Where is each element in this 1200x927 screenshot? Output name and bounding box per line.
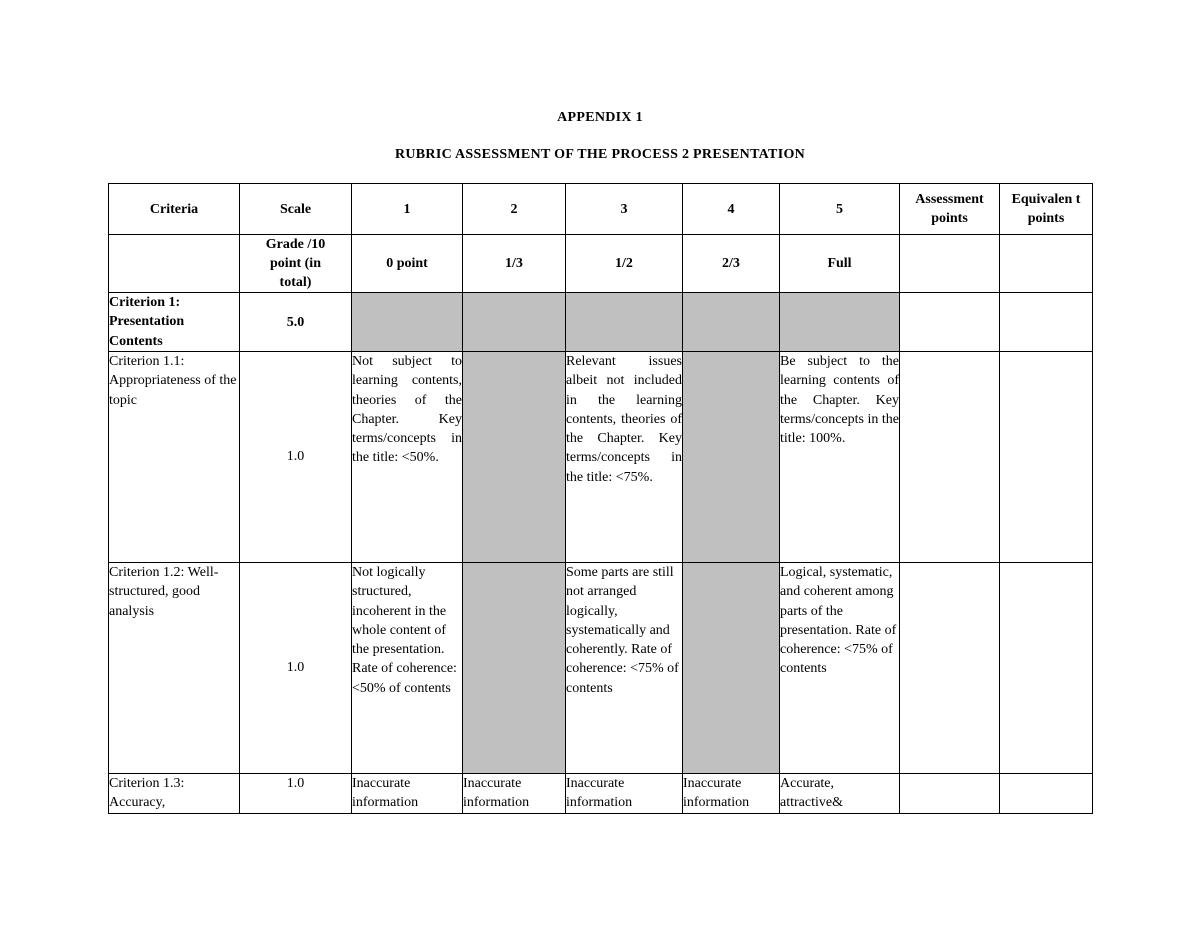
subheader-level-5: Full <box>780 235 900 293</box>
header-level-3: 3 <box>566 184 683 235</box>
criterion-1-label: Criterion 1: Presentation Contents <box>109 293 240 352</box>
subheader-level-1: 0 point <box>352 235 463 293</box>
subheader-equivalent-empty <box>1000 235 1093 293</box>
equivalent-points-cell <box>1000 293 1093 352</box>
criterion-1-3-level-1: Inaccurate information <box>352 774 463 814</box>
criterion-1-2-row <box>109 563 1093 774</box>
criterion-1-2-scale: 1.0 <box>240 563 352 774</box>
header-row <box>109 184 1093 235</box>
shaded-cell <box>463 352 566 563</box>
subheader-level-4: 2/3 <box>683 235 780 293</box>
header-scale: Scale <box>240 184 352 235</box>
equivalent-points-cell <box>1000 352 1093 563</box>
criterion-1-2-level-3: Some parts are still not arranged logically, systematically and coherently. Rate of coherence: <75% of contents <box>566 563 683 774</box>
subheader-scale: Grade /10 point (in total) <box>240 235 352 293</box>
subheader-assessment-empty <box>900 235 1000 293</box>
header-level-2: 2 <box>463 184 566 235</box>
equivalent-points-cell <box>1000 563 1093 774</box>
criterion-1-1-label: Criterion 1.1: Appropriateness of the topic <box>109 352 240 563</box>
criterion-1-2-label: Criterion 1.2: Well-structured, good analysis <box>109 563 240 774</box>
shaded-cell <box>683 293 780 352</box>
shaded-cell <box>463 293 566 352</box>
criterion-1-3-row <box>109 774 1093 814</box>
header-level-1: 1 <box>352 184 463 235</box>
subheader-row <box>109 235 1093 293</box>
rubric-title: RUBRIC ASSESSMENT OF THE PROCESS 2 PRESENTATION <box>394 147 806 162</box>
assessment-points-cell <box>900 293 1000 352</box>
criterion-1-3-level-5: Accurate, attractive& <box>780 774 900 814</box>
header-equivalent-points: Equivalen t points <box>1000 184 1093 235</box>
criterion-1-row <box>109 293 1093 352</box>
assessment-points-cell <box>900 352 1000 563</box>
shaded-cell <box>566 293 683 352</box>
criterion-1-1-level-3: Relevant issues albeit not included in the learning contents, theories of the Chapter. Key terms/concepts in the title: <75%. <box>566 352 683 563</box>
criterion-1-2-level-1: Not logically structured, incoherent in the whole content of the presentation. Rate of coherence: <50% of contents <box>352 563 463 774</box>
subheader-criteria-empty <box>109 235 240 293</box>
equivalent-points-cell <box>1000 774 1093 814</box>
shaded-cell <box>780 293 900 352</box>
criterion-1-1-level-5: Be subject to the learning contents of the Chapter. Key terms/concepts in the title: 100%. <box>780 352 900 563</box>
criterion-1-3-label: Criterion 1.3: Accuracy, <box>109 774 240 814</box>
header-assessment-points: Assessment points <box>900 184 1000 235</box>
criterion-1-1-row <box>109 352 1093 563</box>
shaded-cell <box>683 352 780 563</box>
rubric-table <box>108 183 1093 814</box>
header-level-5: 5 <box>780 184 900 235</box>
shaded-cell <box>352 293 463 352</box>
shaded-cell <box>683 563 780 774</box>
header-criteria: Criteria <box>109 184 240 235</box>
subheader-level-3: 1/2 <box>566 235 683 293</box>
assessment-points-cell <box>900 774 1000 814</box>
criterion-1-3-level-3: Inaccurate information <box>566 774 683 814</box>
criterion-1-3-scale: 1.0 <box>240 774 352 814</box>
criterion-1-3-level-4: Inaccurate information <box>683 774 780 814</box>
criterion-1-1-scale: 1.0 <box>240 352 352 563</box>
subheader-level-2: 1/3 <box>463 235 566 293</box>
criterion-1-3-level-2: Inaccurate information <box>463 774 566 814</box>
criterion-1-2-level-5: Logical, systematic, and coherent among parts of the presentation. Rate of coherence: <75% of contents <box>780 563 900 774</box>
appendix-title: APPENDIX 1 <box>557 110 643 125</box>
assessment-points-cell <box>900 563 1000 774</box>
header-level-4: 4 <box>683 184 780 235</box>
criterion-1-scale: 5.0 <box>240 293 352 352</box>
criterion-1-1-level-1: Not subject to learning contents, theories of the Chapter. Key terms/concepts in the title: <50%. <box>352 352 463 563</box>
shaded-cell <box>463 563 566 774</box>
